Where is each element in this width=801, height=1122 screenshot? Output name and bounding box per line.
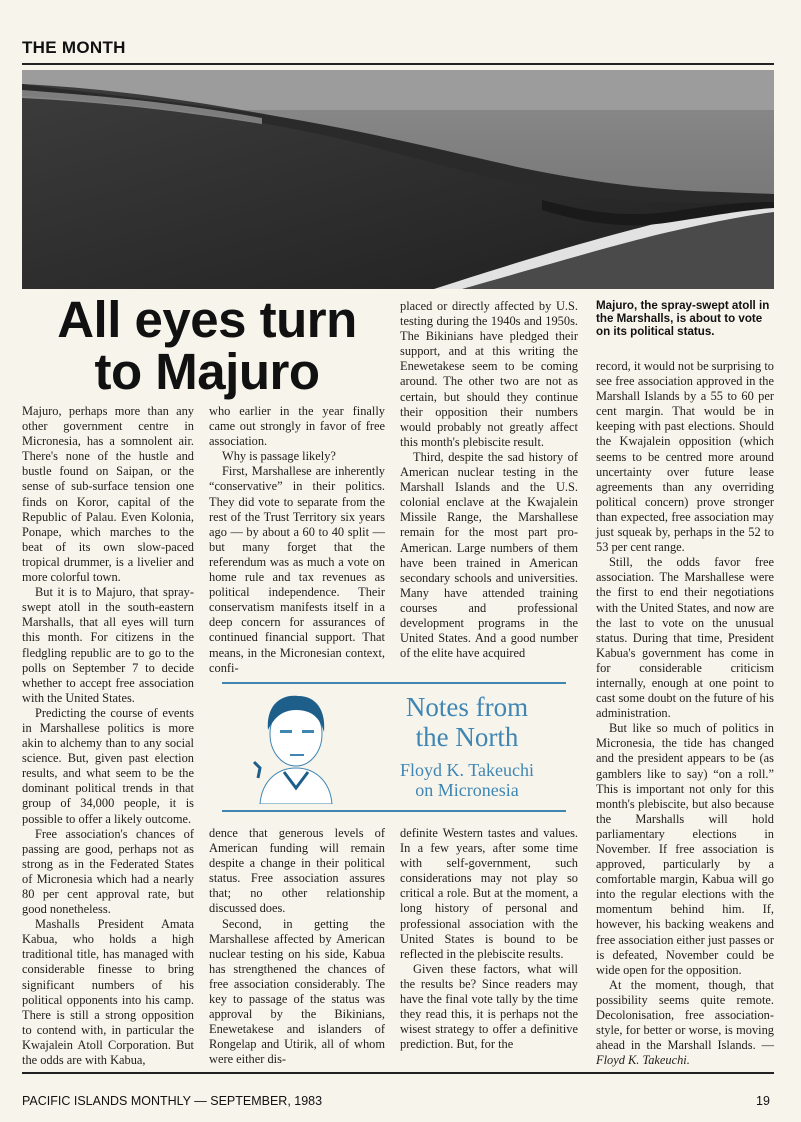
- author-portrait: [250, 692, 336, 809]
- paragraph: who earlier in the year finally came out strongly in favor of free association.: [209, 404, 385, 449]
- paragraph: Still, the odds favor free association. The Marshallese were the first to end their negotiations with the United States, and now are the last to vote on the unusual status. During that time, President Kabua's government has come in for considerable criticism internally, enough at one point to cast some doubt on the future of his administration.: [596, 555, 774, 721]
- paragraph: Free association's chances of passing are good, perhaps not as strong as in the Federated States of Micronesia which had a nearly 80 per cent approval rate, but good nonetheless.: [22, 826, 194, 917]
- notes-author-line-2: on Micronesia: [415, 780, 519, 800]
- paragraph: But like so much of politics in Micronesia, the tide has changed and the president appears to be (as gamblers like to say) “on a roll.” This is important not only for this month's plebiscite, but also because the Marshalls will hold parliamentary elections in November. If free association is approved, particularly by a comfortable margin, Kabua will go into the regular elections with the momentum behind him. If, however, his backing weakens and free association either just passes or is defeated, November could be wide open for the opposition.: [596, 721, 774, 977]
- article-column-2-bottom: [209, 826, 385, 1068]
- article-column-2-top: [209, 404, 385, 676]
- notes-title: [372, 692, 562, 752]
- notes-bottom-rule: [222, 810, 566, 812]
- notes-title-line-1: Notes from: [405, 692, 529, 722]
- headline: [22, 291, 392, 400]
- article-column-1: [22, 404, 194, 1068]
- paragraph: dence that generous levels of American funding will remain despite a change in their political status. Free association assures that; no other relationship discussed does.: [209, 826, 385, 916]
- headline-line-2: to Majuro: [94, 343, 320, 400]
- paragraph: record, it would not be surprising to see free association approved in the Marshall Islands by a 55 to 60 per cent margin. That would be in keeping with past elections. Should the Kwajalein opposition (which seems to be centred more around uncertainty over future lease agreements than any overriding political concern) prove stronger than expected, free association may just squeak by, perhaps in the 52 to 53 per cent range.: [596, 359, 774, 555]
- article-column-4: [596, 359, 774, 1068]
- paragraph-text: At the moment, though, that possibility seems quite remote. Decolonisation, free association-style, for better or worse, is moving ahead in the Marshall Islands. —: [596, 977, 774, 1053]
- article-column-3-bottom: [400, 826, 578, 1052]
- headline-line-1: All eyes turn: [57, 291, 357, 348]
- article-column-3-top: [400, 299, 578, 661]
- paragraph: Why is passage likely?: [222, 449, 336, 464]
- notes-author: [362, 760, 572, 800]
- paragraph: definite Western tastes and values. In a few years, after some time with self-government, such considerations may not play so critical a role. But at the moment, a long history of personal and professional association with the United States is bound to be reflected in the plebiscite results.: [400, 826, 578, 961]
- paragraph: placed or directly affected by U.S. testing during the 1940s and 1950s. The Bikinians have pledged their support, and at this writing the Enewetakese seem to be coming around. The other two are not as certain, but should they continue their opposition their numbers would probably not greatly affect this month's plebiscite result.: [400, 299, 578, 449]
- paragraph: Second, in getting the Marshallese affected by American nuclear testing on his side, Kabua has strengthened the chances of free association considerably. The key to passage of the status was approval by the Bikinians, Enewetakese and islanders of Rongelap and Utirik, all of whom were either dis-: [209, 916, 385, 1067]
- paragraph: First, Marshallese are inherently “conservative” in their politics. They did vote to separate from the rest of the Trust Territory six years ago — by about a 60 to 40 split — but many forget that the referendum was as much a vote on home rule and tax revenues as political independence. Their conservatism manifests itself in a deep concern for assurances of continued financial support. That means, in the Micronesian context, confi-: [209, 464, 385, 675]
- paragraph: Predicting the course of events in Marshallese politics is more akin to alchemy than to any social science. But, given past election results, and what seem to be the dominant political trends in that group of 34,000 people, it is possible to offer a likely outcome.: [22, 705, 194, 826]
- paragraph: Given these factors, what will the results be? Since readers may have the final vote tally by the time they read this, it is perhaps not the wisest strategy to offer a definitive prediction. But, for the: [400, 961, 578, 1052]
- notes-author-line-1: Floyd K. Takeuchi: [400, 760, 534, 780]
- paragraph: Third, despite the sad history of American nuclear testing in the Marshall Islands and the U.S. colonial enclave at the Kwajalein Missile Range, the Marshallese remain for the most part pro-American. Large numbers of them have been trained in American secondary schools and universities. Many have attended training courses and professional development programs in the United States. And a good number of the elite have acquired: [400, 449, 578, 661]
- paragraph: But it is to Majuro, that spray-swept atoll in the south-eastern Marshalls, that all eyes will turn this month. For citizens in the fledgling republic are to go to the polls on September 7 to decide whether to accept free association with the United States.: [22, 585, 194, 705]
- notes-from-the-north-box: [222, 682, 566, 812]
- section-heading: THE MONTH: [22, 38, 126, 57]
- author-signature: Floyd K. Takeuchi.: [596, 1053, 690, 1068]
- footer-publication: PACIFIC ISLANDS MONTHLY — SEPTEMBER, 1983: [22, 1094, 323, 1108]
- footer-rule: [22, 1072, 774, 1074]
- paragraph: Mashalls President Amata Kabua, who holds a high traditional title, has managed with considerable finesse to bring significant numbers of his political opponents into his camp. There is still a strong opposition to contend with, in particular the Kwajalein Atoll Corporation. But the odds are with Kabua,: [22, 917, 194, 1068]
- page-number: 19: [756, 1094, 770, 1108]
- notes-top-rule: [222, 682, 566, 684]
- notes-title-line-2: the North: [415, 722, 519, 752]
- paragraph: [596, 978, 774, 1069]
- atoll-aerial-photo: [22, 70, 774, 289]
- photo-caption: Majuro, the spray-swept atoll in the Marshalls, is about to vote on its political status.: [596, 299, 770, 338]
- header-rule: [22, 63, 774, 65]
- paragraph: Majuro, perhaps more than any other government centre in Micronesia, has a somnolent air. There's none of the hustle and bustle found on Saipan, or the sense of sub-surface tension one finds on Koror, capital of the Republic of Palau. Even Kolonia, Ponape, which marches to the beat of its own slow-paced tropical drummer, is a livelier and more colorful town.: [22, 404, 194, 585]
